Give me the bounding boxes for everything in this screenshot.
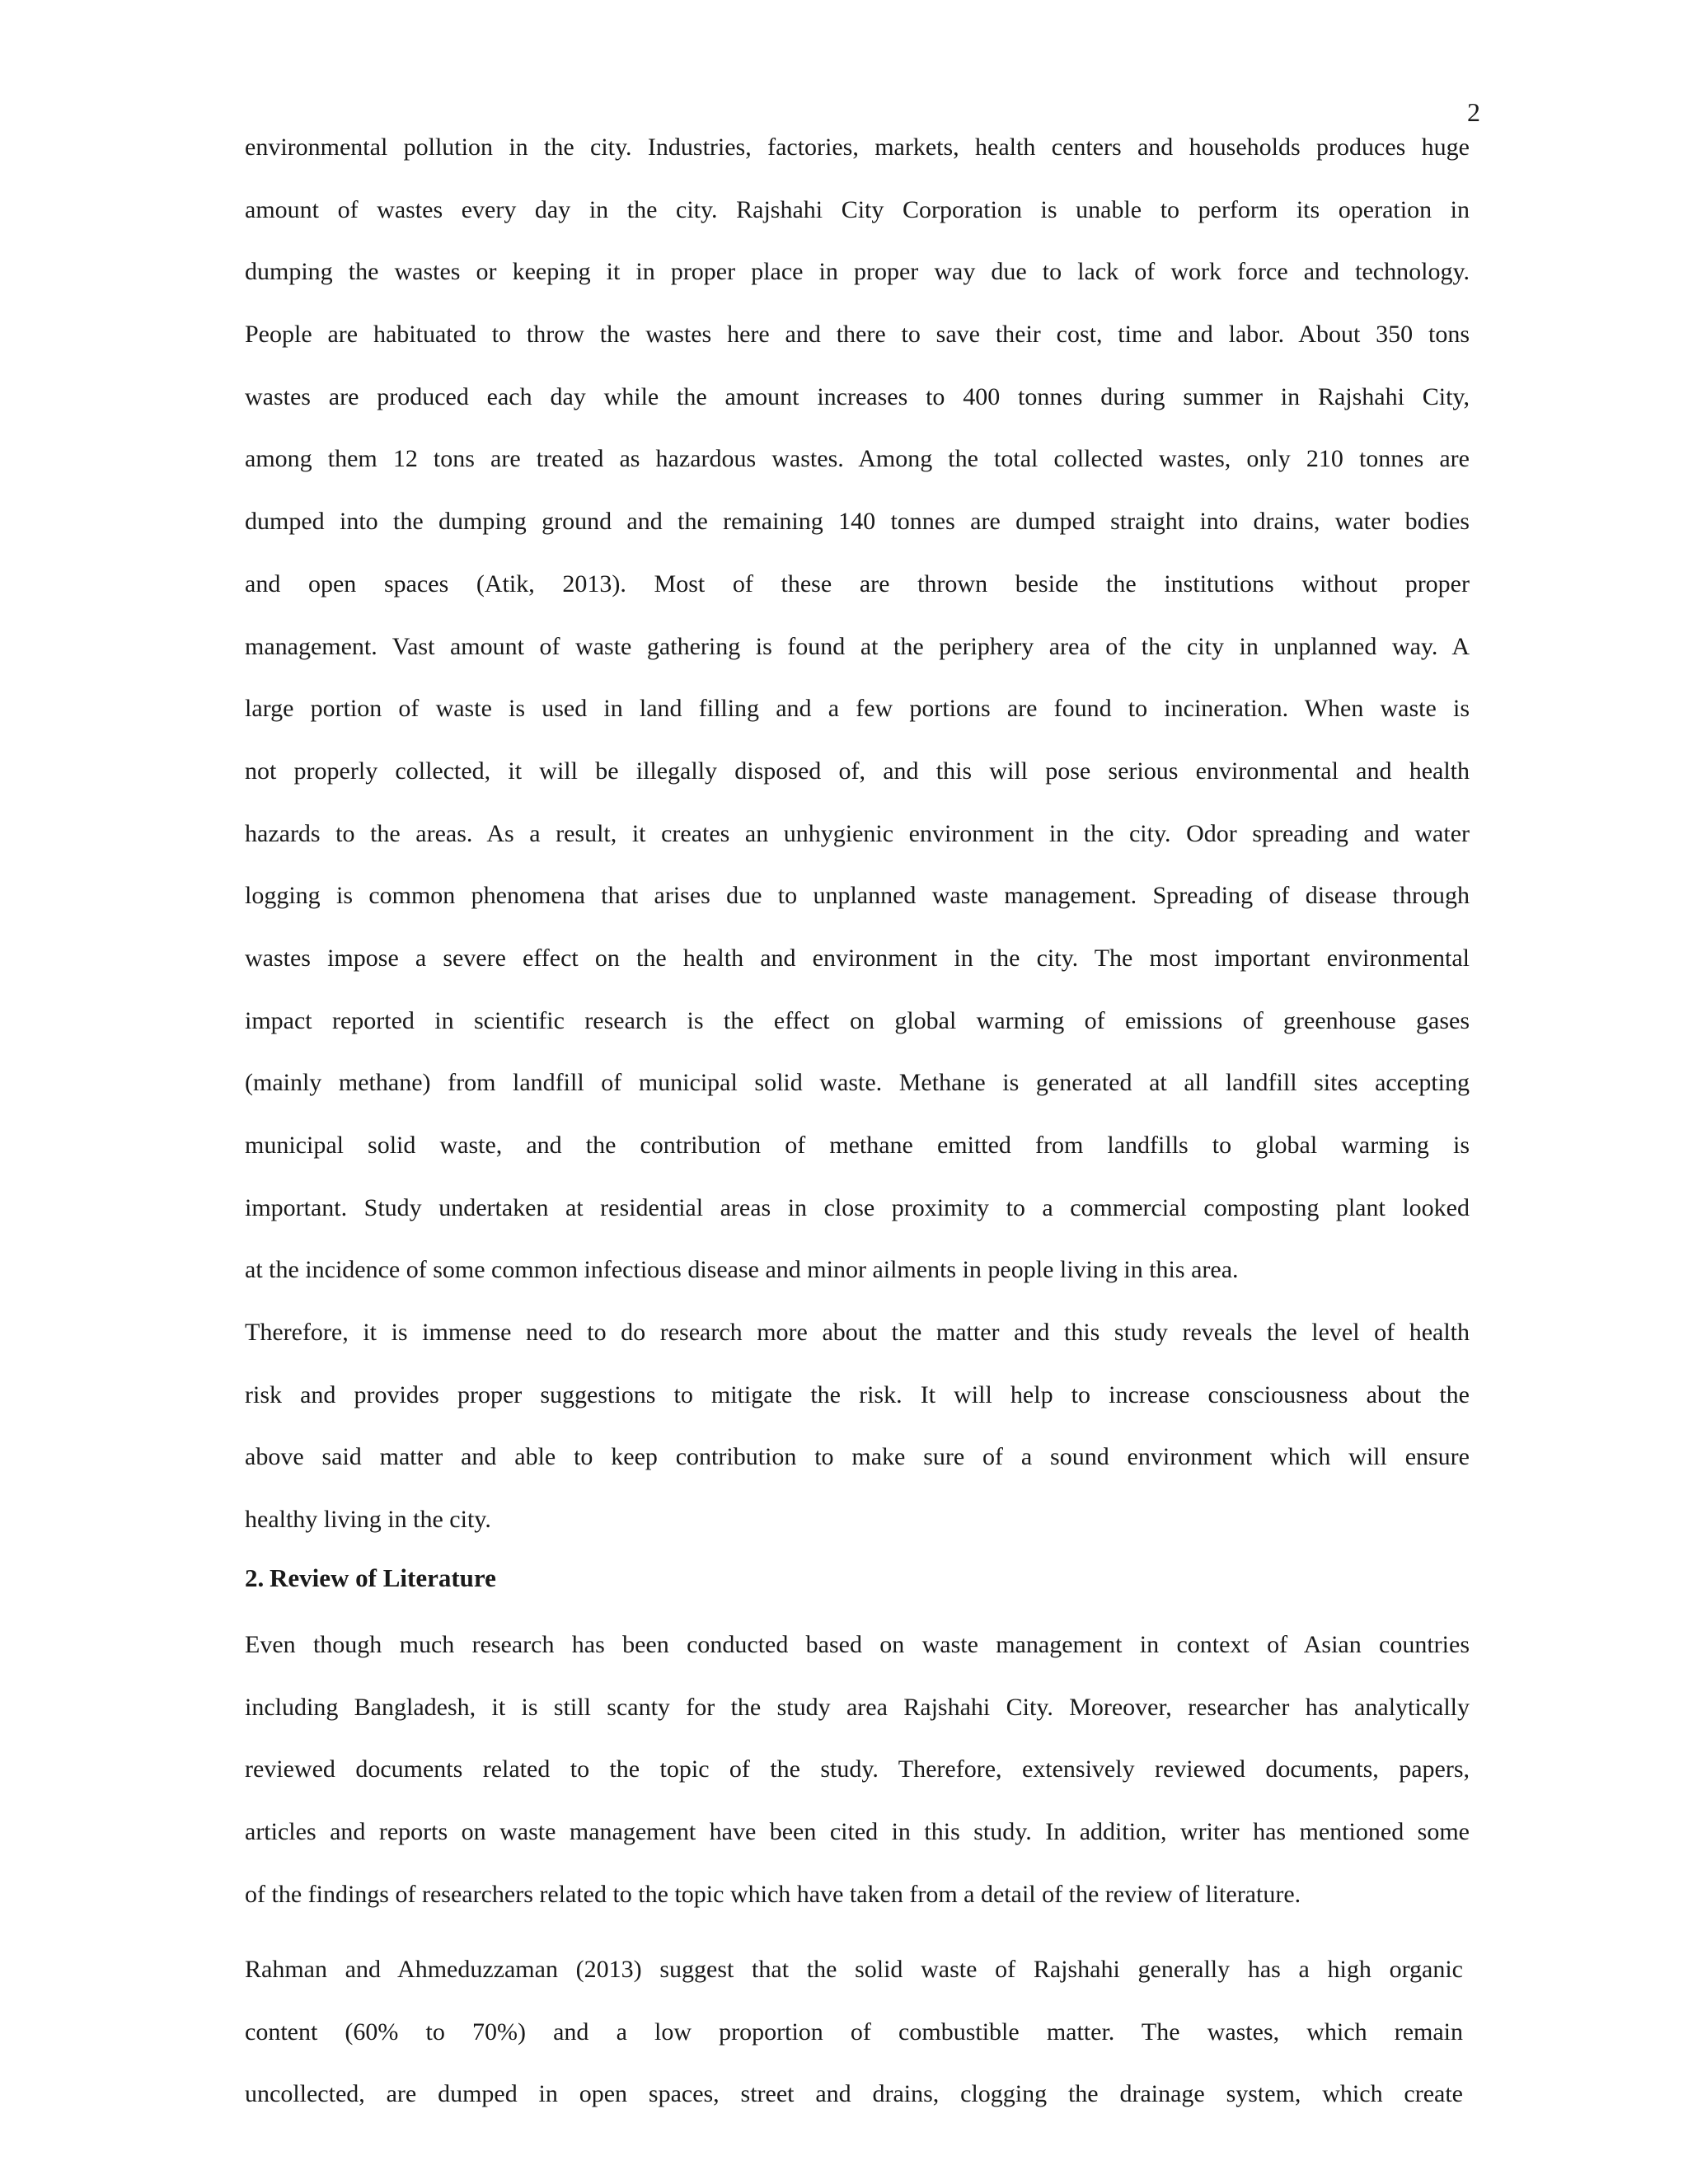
text-line: municipal solid waste, and the contribution of methane emitted from landfills to global warming is xyxy=(245,1132,1470,1159)
text-line: environmental pollution in the city. Industries, factories, markets, health centers and households produces huge xyxy=(245,134,1470,161)
text-line: logging is common phenomena that arises due to unplanned waste management. Spreading of disease through xyxy=(245,882,1470,910)
paragraph-research-need xyxy=(245,1301,1470,1551)
text-line: including Bangladesh, it is still scanty for the study area Rajshahi City. Moreover, researcher has analytically xyxy=(245,1693,1470,1721)
text-line: at the incidence of some common infectious disease and minor ailments in people living in this area. xyxy=(245,1256,1239,1284)
section-title: Review of Literature xyxy=(270,1563,496,1592)
paragraph-literature-intro xyxy=(245,1614,1470,1925)
text-line: wastes are produced each day while the amount increases to 400 tonnes during summer in Rajshahi City, xyxy=(245,382,1470,410)
text-line: large portion of waste is used in land filling and a few portions are found to incineration. When waste is xyxy=(245,695,1470,723)
page-number: 2 xyxy=(1467,97,1480,127)
text-line: dumping the wastes or keeping it in proper place in proper way due to lack of work force and technology. xyxy=(245,258,1470,286)
text-line: above said matter and able to keep contribution to make sure of a sound environment which will ensure xyxy=(245,1443,1470,1471)
text-line: Rahman and Ahmeduzzaman (2013) suggest that the solid waste of Rajshahi generally has a high organic xyxy=(245,1956,1463,1983)
text-line: Even though much research has been conducted based on waste management in context of Asian countries xyxy=(245,1631,1470,1658)
text-line: risk and provides proper suggestions to mitigate the risk. It will help to increase consciousness about the xyxy=(245,1380,1470,1408)
text-line: impact reported in scientific research is the effect on global warming of emissions of greenhouse gases xyxy=(245,1006,1470,1034)
paragraph-rahman-review xyxy=(245,1938,1463,2125)
text-line: management. Vast amount of waste gathering is found at the periphery area of the city in unplanned way. A xyxy=(245,632,1470,660)
text-line: People are habituated to throw the wastes here and there to save their cost, time and labor. About 350 tons xyxy=(245,321,1470,349)
section-heading xyxy=(245,1562,496,1595)
text-line: important. Study undertaken at residential areas in close proximity to a commercial composting plant looked xyxy=(245,1193,1470,1221)
text-line: of the findings of researchers related to the topic which have taken from a detail of the review of literature. xyxy=(245,1880,1301,1908)
text-line: among them 12 tons are treated as hazardous wastes. Among the total collected wastes, only 210 tonnes are xyxy=(245,445,1470,473)
text-line: hazards to the areas. As a result, it creates an unhygienic environment in the city. Odor spreading and water xyxy=(245,819,1470,847)
text-line: dumped into the dumping ground and the remaining 140 tonnes are dumped straight into drains, water bodies xyxy=(245,508,1470,536)
text-line: and open spaces (Atik, 2013). Most of these are thrown beside the institutions without proper xyxy=(245,569,1470,598)
section-number: 2. xyxy=(245,1563,265,1592)
text-line: (mainly methane) from landfill of municipal solid waste. Methane is generated at all landfill sites accepting xyxy=(245,1069,1470,1097)
text-line: Therefore, it is immense need to do research more about the matter and this study reveals the level of health xyxy=(245,1319,1470,1346)
paragraph-intro-continued xyxy=(245,116,1470,1301)
text-line: wastes impose a severe effect on the health and environment in the city. The most important environmental xyxy=(245,944,1470,972)
text-line: amount of wastes every day in the city. Rajshahi City Corporation is unable to perform its operation in xyxy=(245,195,1470,223)
text-line: not properly collected, it will be illegally disposed of, and this will pose serious environmental and health xyxy=(245,757,1470,785)
text-line: articles and reports on waste management have been cited in this study. In addition, writer has mentioned some xyxy=(245,1818,1470,1846)
text-line: healthy living in the city. xyxy=(245,1506,491,1534)
text-line: reviewed documents related to the topic of the study. Therefore, extensively reviewed documents, papers, xyxy=(245,1755,1470,1783)
text-line: content (60% to 70%) and a low proportion of combustible matter. The wastes, which remain xyxy=(245,2018,1463,2046)
text-line: uncollected, are dumped in open spaces, street and drains, clogging the drainage system, which create xyxy=(245,2080,1463,2108)
